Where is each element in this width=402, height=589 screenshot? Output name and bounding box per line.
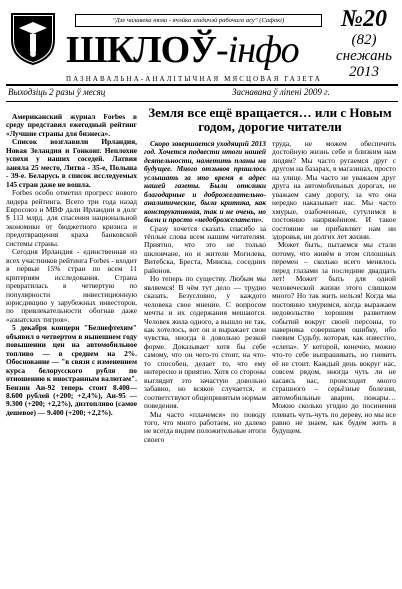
newspaper-title: ШКЛОЎ-інфо [66, 29, 299, 71]
left-news-column [6, 113, 137, 585]
paragraph: Список возглавили Ирландия, Новая Зеландия и Гонконг. Неплохие успехи у наших соседей. Латвия заняла 25 место, Литва - 35-е, Польша - 39-е. Беларусь в список исследуемых 145 стран даже не вошла. [6, 137, 137, 189]
founded-note: Заснавана ў лiпенi 2009 г. [232, 87, 330, 97]
paragraph: Американский журнал Forbes в среду представил ежегодный рейтинг «Лучшие страны для бизнеса». [6, 113, 137, 138]
issue-month: снежань [336, 48, 392, 64]
paragraph: труда, не можем обеспечить достойную жизнь себе и близким нам людям? Мы часто ругаемся друг с другом на базарах, в магазинах, просто на улице. Мы часто не уважаем друг друга на автомобильных дорогах, не уважаем саму дорогу, за что она нередко наказывает нас. Мы часто хмурые, озабоченные, сутулимся в постоянно напряжённом. И такое состояние не прибавляет нам ни здоровья, ни долгих лет жизни. [272, 140, 396, 241]
coat-of-arms-icon [8, 10, 58, 66]
divider [6, 84, 398, 86]
issue-block [330, 6, 398, 80]
paragraph: Сегодня Ирландия - единственная из всех участников рейтинга Forbes - входит в первые 15% стран по всем 11 критериям исследования. Страна превратилась в четвертую по популярности инвестиционную юрисдикцию у зарубежных инвесторов, по привлекательности обогнав даже «азиатских тигров». [6, 247, 137, 324]
paragraph: Сразу хочется сказать спасибо за тёплые слова всем нашим читателям. Приятно, что это не только шкловчане, но и жители Могилева, Витебска, Бреста, Минска, соседних районов. [144, 223, 266, 275]
article-headline: Земля все ещё вращается… или с Новым годом, дорогие читатели [148, 105, 392, 134]
article-lead: Скоро завершается уходящий 2013 год. Хочется подвести итоги нашей деятельности, наметить планы на будущее. Много отзывов пришлось услышать за это время в адрес нашей газеты. Были отклики благодарные и доброжелательно-аналитические, была критика, как конструктивная, так и не очень, но были и просто «недоброжелатели». [144, 140, 266, 225]
issue-number: №20 [341, 6, 387, 32]
paragraph: Но теперь по существу. Любым мы являемся! В чём тут дело — трудно сказать. Безусловно, у каждого человека свое мнение. С вопросом мечты и их содержания мешаются. Человек жила одного, а вышло не так, как хотелось, вот он и выражает свои чувства, иногда в довольно резкой форме. Доказывает хотя бы себе самому, что он чего-то стоит, на что-то способен, делает то, что ему интересно и приятно. Хотя со стороны выглядит это зачастую довольно забавно, но всякое случается, и соответствуют общепринятым нормам поведения. [144, 274, 266, 411]
frequency-note: Выходзіць 2 разы ў месяц [8, 87, 106, 97]
paragraph: 5 декабря концерн "Белнефтехим" объявил о четвертом в нынешнем году повышении цен на автомобильное топливо — в среднем на 2%. Обоснование — "в связи с изменением курса белорусского рубля по отношению к иностранным валютам". Бензин Аи-92 теперь стоит 8.400—8.600 рублей (+200; +2,4%), Аи-95 — 9.300 (+200; +2,2%), дизтопливо (самое дешевое) — 9.400 (+200; +2,2%). [6, 323, 137, 417]
article-column-2 [272, 140, 396, 585]
paragraph: Мы часто «плачемся» по поводу того, что много работаем, но далеко не всегда видим положительные итоги своего [144, 409, 266, 444]
paragraph: Forbes особо отметил прогресс нового лидера рейтинга. Всего три года назад Евросоюз и МВФ дали Ирландии в долг $ 113 млрд. для спасения национальной экономики от бюджетного кризиса и предотвращения краха банковской системы страны. [6, 188, 137, 248]
issue-year: 2013 [349, 64, 379, 80]
masthead-motto: "Дзе чалавека няма - ячэйка згадачэй рабочага асу" (Сафокі) [75, 14, 322, 27]
strapline: ПАЗНАВАЛЬНА-АНАЛІТЫЧНАЯ МЯСЦОВАЯ ГАЗЕТА [66, 75, 322, 83]
paragraph: Может быть, пытаемся мы стали потому, что живём в этом сплошных перемен – сколько всего менялось перед глазами за последние двадцать лет! Может быть для одной человеческой жизни этого слишком много? Но так жить нельзя! Когда мы постоянно хмуримся, когда выражаем недовольство хорошим развитием событий вокруг своей персоны, то наверняка совершаем ошибку, ибо гневим Судьбу, которая, как известно, «слепа». У которой, конечно, можно что-то себе выпрашивать, но гневить её не стоит. Каждый день вокруг нас, совсем рядом, иногда чуть ли не касаясь нас, происходит много страшного – серьёзные болезни, автомобильные аварии, пожары… Можно сколько угодно до посинения плевать чуть-чуть по дереву, но мы все равно не знаем, как будем жить в будущем. [272, 240, 396, 436]
divider [6, 101, 398, 102]
issue-total: (82) [351, 32, 377, 48]
article-column-1 [144, 140, 266, 585]
